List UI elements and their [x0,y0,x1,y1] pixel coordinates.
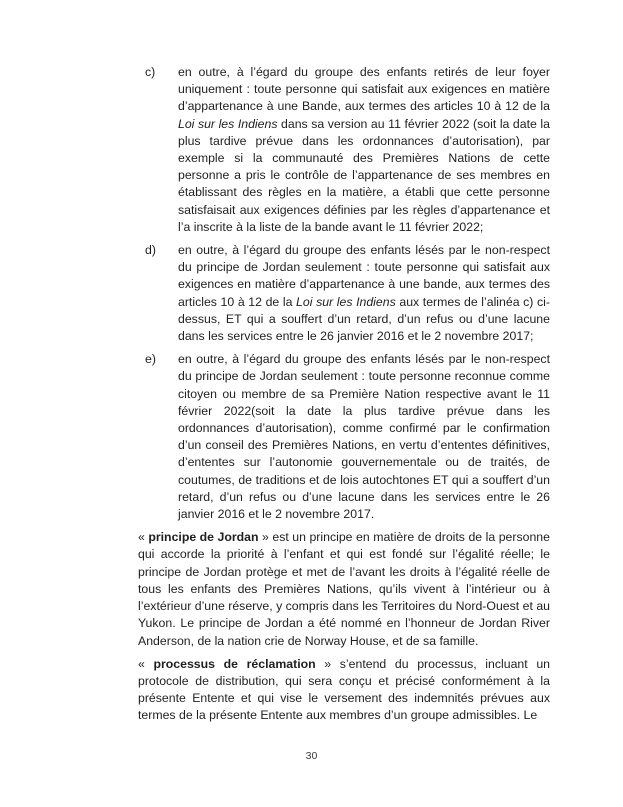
list-item-text [178,64,550,236]
text-run: dans sa version au 11 février 2022 (soit la date la plus tardive prévue dans les ordonnances d’autorisation), par exemple si la communauté des Premières Nations de cette personne a pris le contrôle de l’appartenance de ses membres en établissant des règles en la matière, a établi que cette personne satisfaisait aux exigences définies par les règles d’appartenance et l’a inscrite à la liste de la bande avant le 11 février 2022; [178,116,550,234]
list-item-marker: d) [145,243,156,258]
text-run: « [138,656,154,671]
text-run: en outre, à l’égard du groupe des enfants retirés de leur foyer uniquement : toute personne qui satisfait aux exigences en matière d’appartenance à une Bande, aux termes des articles 10 à 12 de la [178,65,550,114]
definition-list-item-c [138,64,550,236]
text-run: processus de réclamation [153,656,316,671]
text-run: « [138,530,149,545]
text-run: principe de Jordan [148,530,259,545]
text-run: en outre, à l’égard du groupe des enfants lésés par le non-respect du principe de Jordan seulement : toute personne qui satisfait aux exigences en matière d’appartenance à une bande, aux termes des articles 10 à 12 de la [178,243,550,309]
definition-paragraph-principe-de-jordan [138,529,550,649]
text-run: Loi sur les Indiens [178,116,278,131]
text-run: » est un principe en matière de droits de la personne qui accorde la priorité à l’enfant et qui est fondé sur l’égalité réelle; le principe de Jordan protège et met de l’avant les droits à l’égalité réelle de tous les enfants des Premières Nations, qu’ils vivent à l’intérieur ou à l’extérieur d’une réserve, y compris dans les Territoires du Nord-Ouest et au Yukon. Le principe de Jordan a été nommé en l’honneur de Jordan River Anderson, de la nation crie de Norway House, et de sa famille. [138,530,550,648]
definition-paragraph-processus-de-reclamation [138,656,550,725]
text-run: Loi sur les Indiens [296,294,396,309]
text-run: en outre, à l’égard du groupe des enfants lésés par le non-respect du principe de Jordan seulement : toute personne reconnue comme citoyen ou membre de sa Première Nation respective avant le 11 février 2022(soit la date la plus tardive prévue dans les ordonnances d’autorisation), comme confirmé par le confirmation d’un conseil des Premières Nations, en vertu d’ententes définitives, d’ententes sur l’autonomie gouvernementale ou de traités, de coutumes, de traditions et de lois autochtones ET qui a souffert d’un retard, d’un refus ou d’une lacune dans les services entre le 26 janvier 2016 et le 2 novembre 2017. [178,352,550,522]
list-item-marker: e) [145,352,156,367]
list-item-text [178,351,550,523]
definition-list-item-e [138,351,550,523]
list-item-text [178,242,550,345]
page-content [138,64,550,731]
definition-list-item-d [138,242,550,345]
page-number: 30 [305,750,318,762]
text-run: » s’entend du processus, incluant un protocole de distribution, qui sera conçu et précisé conformément à la présente Entente et qui vise le versement des indemnités prévues aux termes de la présente Entente aux membres d’un groupe admissibles. Le [138,656,550,723]
list-item-marker: c) [145,65,156,79]
text-run: aux termes de l’alinéa c) ci-dessus, ET qui a souffert d’un retard, d’un refus ou d’une lacune dans les services entre le 26 janvier 2016 et le 2 novembre 2017; [178,294,550,344]
